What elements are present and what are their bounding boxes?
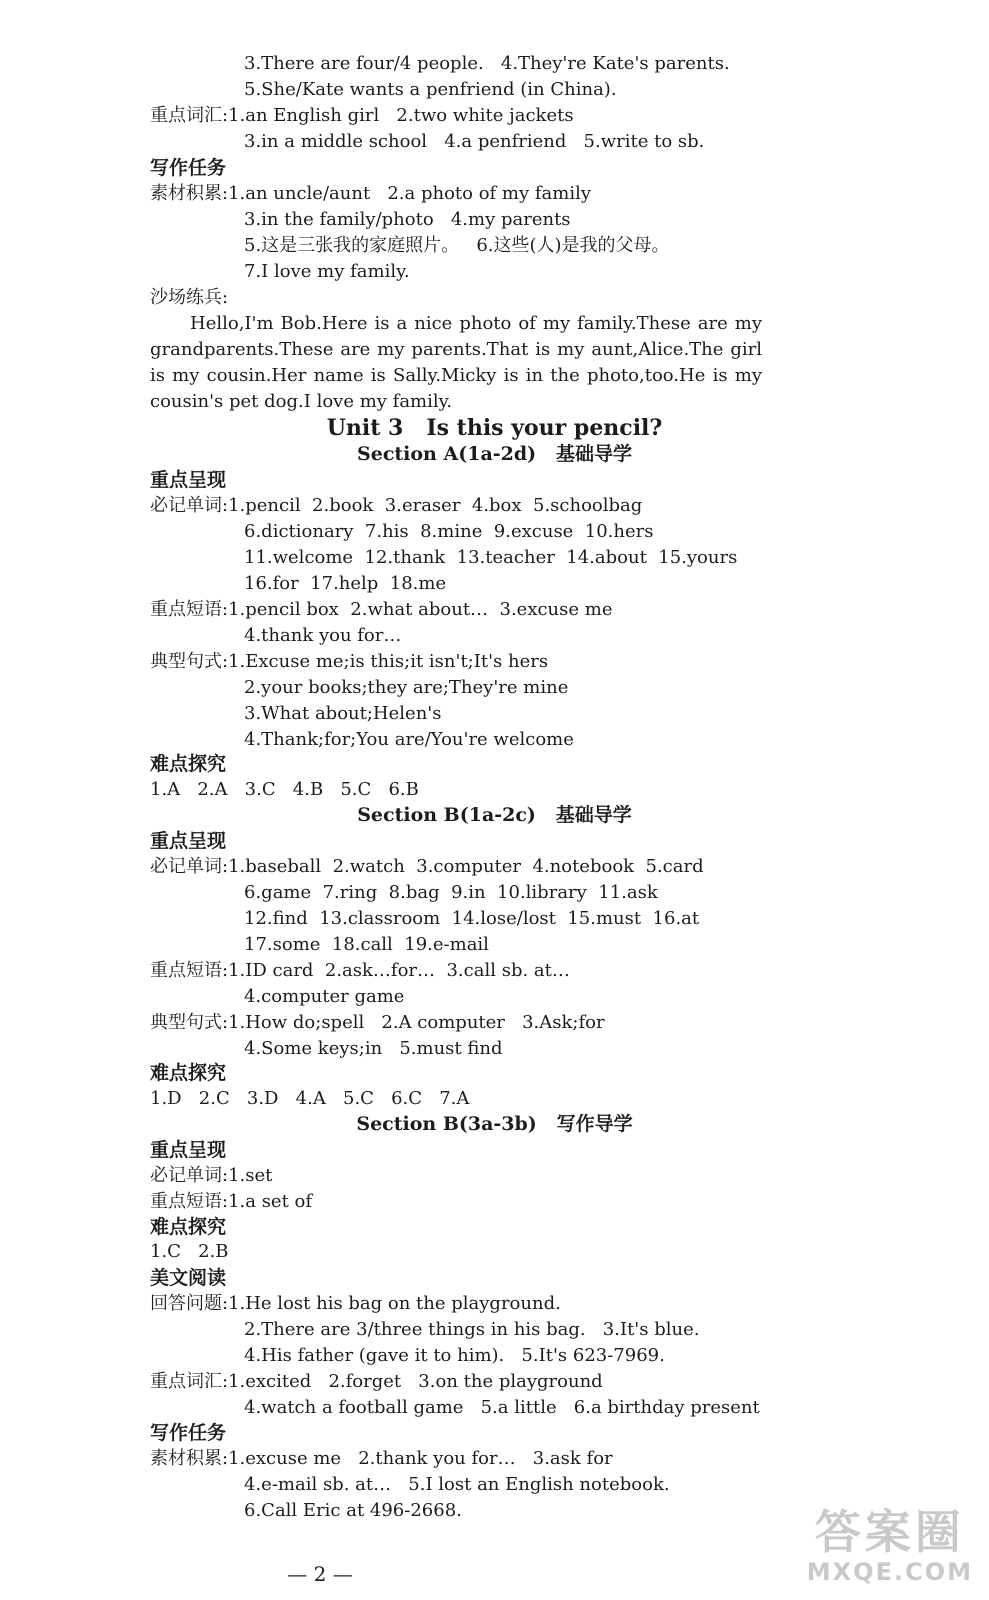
answer-line: 4.Some keys;in 5.must find bbox=[244, 1038, 503, 1059]
watermark-text: 答案圈 bbox=[814, 1505, 965, 1559]
unit-title: Unit 3 Is this your pencil? bbox=[326, 415, 663, 441]
answer-line: 17.some 18.call 19.e-mail bbox=[244, 934, 489, 955]
answer-line: 4.His father (gave it to him). 5.It's 623-7969. bbox=[244, 1345, 665, 1366]
answer-line: 16.for 17.help 18.me bbox=[244, 573, 447, 594]
answer-line: 典型句式:1.Excuse me;is this;it isn't;It's hers bbox=[150, 651, 549, 672]
answer-line: 4.Thank;for;You are/You're welcome bbox=[244, 729, 574, 750]
answer-line: 1.C 2.B bbox=[150, 1241, 229, 1262]
section-heading: 难点探究 bbox=[150, 1062, 227, 1084]
section-heading: 写作任务 bbox=[150, 1422, 227, 1444]
section-title: Section B(3a-3b) 写作导学 bbox=[356, 1113, 633, 1135]
answer-line: 必记单词:1.pencil 2.book 3.eraser 4.box 5.schoolbag bbox=[150, 495, 643, 516]
answer-line: 12.find 13.classroom 14.lose/lost 15.must 16.at bbox=[244, 908, 700, 929]
section-heading: 难点探究 bbox=[150, 753, 227, 775]
answer-line: 素材积累:1.an uncle/aunt 2.a photo of my family bbox=[150, 183, 592, 204]
section-heading: 写作任务 bbox=[150, 157, 227, 179]
answer-line: 6.game 7.ring 8.bag 9.in 10.library 11.ask bbox=[244, 882, 658, 903]
answer-line: 重点短语:1.a set of bbox=[150, 1191, 313, 1212]
section-title: Section A(1a-2d) 基础导学 bbox=[357, 443, 632, 465]
answer-line: 4.watch a football game 5.a little 6.a birthday present bbox=[244, 1397, 760, 1418]
answer-line: 1.D 2.C 3.D 4.A 5.C 6.C 7.A bbox=[150, 1088, 470, 1109]
answer-line: 重点词汇:1.an English girl 2.two white jackets bbox=[150, 105, 574, 126]
answer-line: 4.e-mail sb. at… 5.I lost an English notebook. bbox=[244, 1474, 670, 1495]
answer-line: 重点词汇:1.excited 2.forget 3.on the playground bbox=[150, 1371, 603, 1392]
answer-line: 回答问题:1.He lost his bag on the playground. bbox=[150, 1293, 561, 1314]
answer-line: 典型句式:1.How do;spell 2.A computer 3.Ask;for bbox=[150, 1012, 605, 1033]
answer-line: 6.Call Eric at 496-2668. bbox=[244, 1500, 462, 1521]
answer-line: 11.welcome 12.thank 13.teacher 14.about 15.yours bbox=[244, 547, 738, 568]
section-heading: 重点呈现 bbox=[150, 1139, 227, 1161]
answer-line: 素材积累:1.excuse me 2.thank you for… 3.ask for bbox=[150, 1448, 613, 1469]
answer-line: 必记单词:1.set bbox=[150, 1165, 273, 1186]
answer-line: 6.dictionary 7.his 8.mine 9.excuse 10.hers bbox=[244, 521, 654, 542]
section-heading: 难点探究 bbox=[150, 1216, 227, 1238]
answer-line: 7.I love my family. bbox=[244, 261, 410, 282]
answer-line: 5.She/Kate wants a penfriend (in China). bbox=[244, 79, 617, 100]
page-number: — 2 — bbox=[287, 1562, 353, 1586]
answer-line: 重点短语:1.pencil box 2.what about… 3.excuse me bbox=[150, 599, 613, 620]
answer-line: 3.There are four/4 people. 4.They're Kate's parents. bbox=[244, 53, 730, 74]
answer-line: 2.your books;they are;They're mine bbox=[244, 677, 569, 698]
answer-line: 3.in a middle school 4.a penfriend 5.write to sb. bbox=[244, 131, 705, 152]
answer-line: 1.A 2.A 3.C 4.B 5.C 6.B bbox=[150, 779, 419, 800]
section-heading: 美文阅读 bbox=[150, 1267, 227, 1289]
watermark-url: MXQE.COM bbox=[806, 1558, 973, 1586]
section-heading: 重点呈现 bbox=[150, 830, 227, 852]
answer-line: 必记单词:1.baseball 2.watch 3.computer 4.notebook 5.card bbox=[150, 856, 704, 877]
answer-line: 3.What about;Helen's bbox=[244, 703, 442, 724]
watermark-logo bbox=[807, 1506, 973, 1586]
section-heading: 重点呈现 bbox=[150, 469, 227, 491]
answer-line: 5.这是三张我的家庭照片。 6.这些(人)是我的父母。 bbox=[244, 235, 670, 256]
answer-line: 2.There are 3/three things in his bag. 3.It's blue. bbox=[244, 1319, 700, 1340]
answer-line: 4.computer game bbox=[244, 986, 405, 1007]
answer-line: 3.in the family/photo 4.my parents bbox=[244, 209, 571, 230]
sample-essay: Hello,I'm Bob.Here is a nice photo of my family.These are my grandparents.These are my parents.That is my aunt,Alice.The girl is my cousin.Her name is Sally.Micky is in the photo,too.He is my cousin's pet dog.I love my family. bbox=[150, 313, 762, 412]
section-title: Section B(1a-2c) 基础导学 bbox=[357, 804, 632, 826]
answer-line: 重点短语:1.ID card 2.ask…for… 3.call sb. at… bbox=[150, 960, 570, 981]
answer-line: 4.thank you for… bbox=[244, 625, 402, 646]
answer-line: 沙场练兵: bbox=[150, 287, 229, 308]
